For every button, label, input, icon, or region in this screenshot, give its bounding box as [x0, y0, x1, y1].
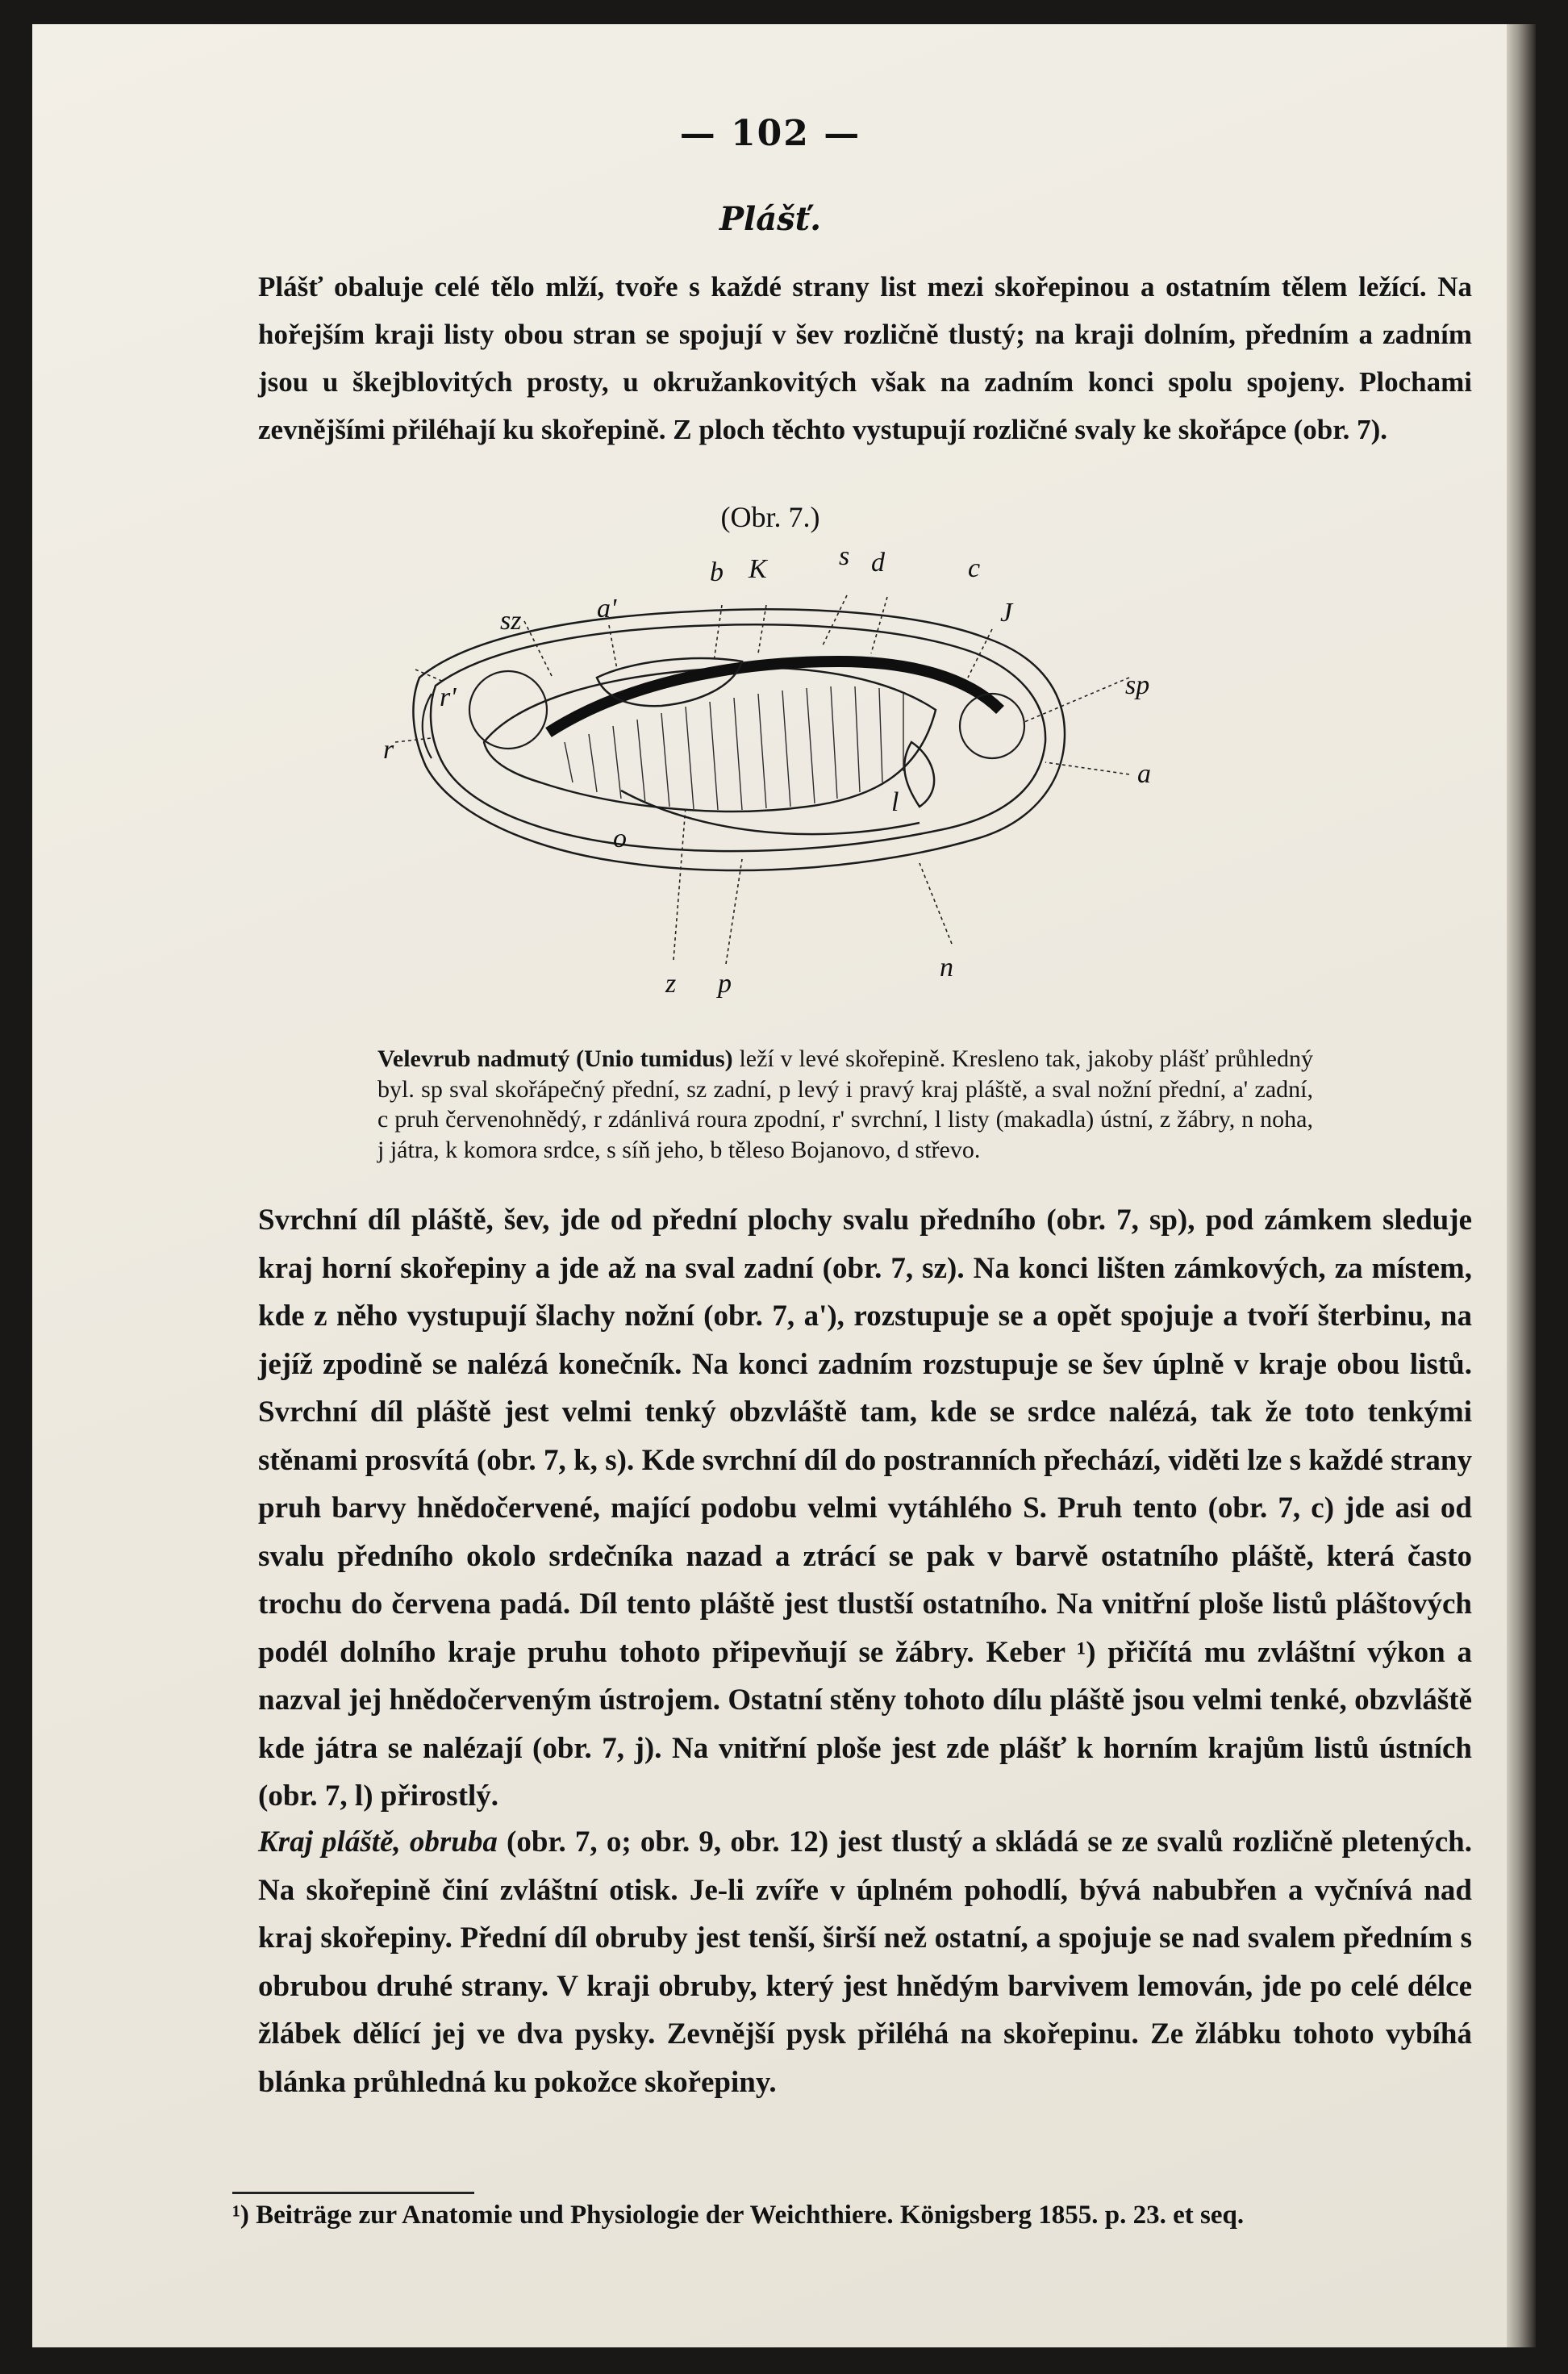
palp [904, 742, 934, 807]
label-l: l [891, 787, 899, 817]
caption-lead: Velevrub nadmutý (Unio tumidus) [377, 1045, 733, 1072]
label-sz: sz [500, 606, 522, 636]
page-edge [1507, 24, 1536, 2347]
label-o: o [613, 824, 627, 853]
paragraph-upper-mantle: Svrchní díl pláště, šev, jde od přední plochy svalu předního (obr. 7, sp), pod zámkem sleduje kraj horní skořepiny a jde až na sval zadní (obr. 7, sz). Na konci lišten zámkových, za místem, kde z něho vystupují šlachy nožní (obr. 7, a'), rozstupuje se a opět spojuje a tvoří šterbinu, na jejíž zpodině se nalézá konečník. Na konci zadním rozstupuje se šev úplně v kraje obou listů. Svrchní díl pláště jest velmi tenký obzvláště tam, kde se srdce nalézá, tak že toto tenkými stěnami prosvítá (obr. 7, k, s). Kde svrchní díl do postranních přechází, viděti lze s každé strany pruh barvy hnědočervené, mající podobu velmi vytáhlého S. Pruh tento (obr. 7, c) jde asi od svalu předního okolo srdečníka nazad a ztrácí se pak v barvě ostatního pláště, která často trochu do červena padá. Díl tento pláště jest tlustší ostatního. Na vnitřní ploše listů pláštových podél dolního kraje pruhu tohoto připevňují se žábry. Keber ¹) přičítá mu zvláštní výkon a nazval jej hnědočerveným ústrojem. Ostatní stěny tohoto dílu pláště jsou velmi tenké, obzvláště kde játra se nalézají (obr. 7, j). Na vnitřní ploše jest zde plášť k horním krajům listů ústních (obr. 7, l) přirostlý. [258, 1204, 1472, 1813]
label-b: b [710, 557, 724, 587]
book-page [32, 24, 1508, 2347]
label-a: a [1137, 759, 1151, 789]
label-z: z [665, 969, 677, 999]
gill-lamellae [565, 686, 903, 810]
mussel-anatomy-figure [355, 540, 1266, 1041]
paragraph-3-body: (obr. 7, o; obr. 9, obr. 12) jest tlustý a skládá se ze svalů rozličně pletených. Na skořepině činí zvláštní otisk. Je-li zvíře v úplném pohodlí, bývá nabubřen a vyčnívá nad kraj skořepiny. Přední díl obruby jest tenší, širší než ostatní, a spojuje se nad svalem předním s obrubou druhé strany. V kraji obruby, který jest hnědým barvivem lemován, jde po celé délce žlábek dělící jej ve dva pysky. Zevnější pysk přiléhá na skořepinu. Ze žlábku tohoto vybíhá blánka průhledná ku pokožce skořepiny. [258, 1825, 1472, 2099]
page-number: — 102 — [679, 113, 861, 154]
section-heading: Plášť. [719, 200, 822, 238]
label-r: r [383, 735, 394, 765]
posterior-adductor [469, 671, 547, 749]
label-a-prime: a' [597, 594, 617, 624]
mantle-edge [431, 624, 1045, 851]
figure-label: (Obr. 7.) [720, 501, 820, 533]
label-s: s [839, 541, 850, 571]
footnote-rule [232, 2192, 474, 2194]
label-d: d [871, 548, 885, 578]
label-sp: sp [1125, 670, 1150, 700]
siphon-edge [423, 694, 432, 758]
label-n: n [940, 953, 953, 983]
label-J: J [1000, 598, 1013, 628]
gill-region [484, 667, 936, 811]
shell-outline [413, 609, 1065, 870]
label-r-prime: r' [440, 682, 457, 712]
footnote: ¹) Beiträge zur Anatomie und Physiologie der Weichthiere. Königsberg 1855. p. 23. et seq. [232, 2201, 1245, 2230]
label-p: p [718, 969, 732, 999]
paragraph-3-lead: Kraj pláště, obruba [258, 1825, 498, 1859]
caption-body: leží v levé skořepině. Kresleno tak, jakoby plášť průhledný byl. sp sval skořápečný přední, sz zadní, p levý i pravý kraj pláště, a sval nožní přední, a' zadní, c pruh červenohnědý, r zdánlivá roura zpodní, r' svrchní, l listy (makadla) ústní, z žábry, n noha, j játra, k komora srdce, s síň jeho, b těleso Bojanovo, d střevo. [377, 1045, 1314, 1163]
label-c: c [968, 553, 981, 583]
paragraph-intro: Plášť obaluje celé tělo mlží, tvoře s každé strany list mezi skořepinou a ostatním tělem ležící. Na hořejším kraji listy obou stran se spojují v šev rozličně tlustý; na kraji dolním, předním a zadním jsou u škejblovitých prosty, u okružankovitých však na zadním konci spolu spojeny. Plochami zevnějšími přiléhají ku skořepině. Z ploch těchto vystupují rozličné svaly ke skořápce (obr. 7). [258, 271, 1472, 445]
figure-caption [377, 1044, 1313, 1165]
paragraph-mantle-edge [258, 1818, 1472, 2106]
foot-outline [621, 791, 920, 834]
label-K: K [749, 554, 767, 584]
